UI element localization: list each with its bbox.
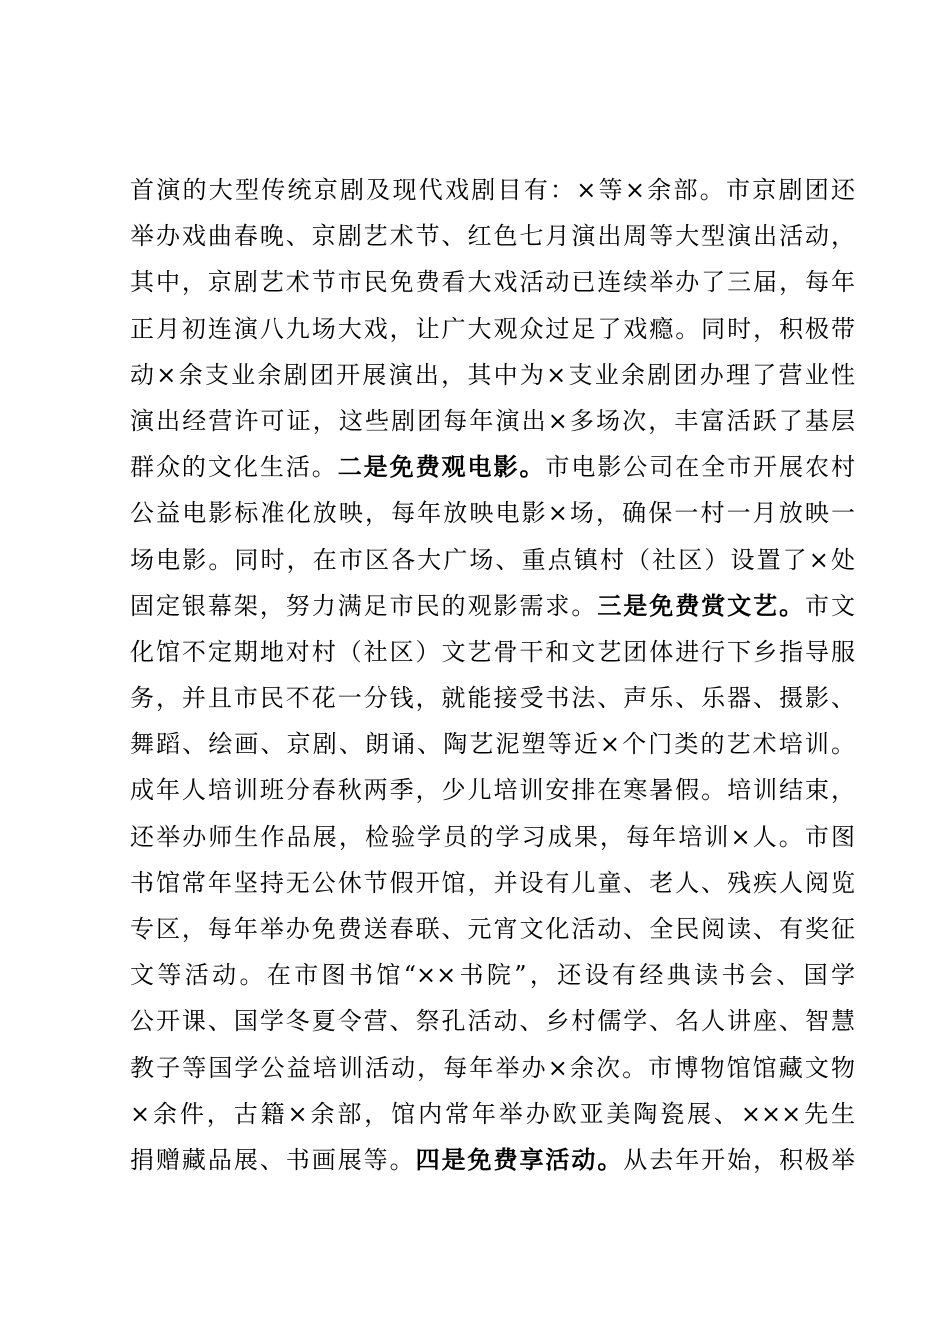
body-text: 成年人培训班分春秋两季，少儿培训安排在寒暑假。培训结束， [130,776,855,805]
body-text: ×余件，古籍×余部，馆内常年举办欧亚美陶瓷展、×××先生 [130,1099,855,1128]
body-text: 捐赠藏品展、书画展等。 [130,1145,416,1174]
body-text: 正月初连演八九场大戏，让广大观众过足了戏瘾。同时，积极带 [130,314,855,343]
text-line [130,266,855,312]
text-line [130,774,855,820]
body-text: 群众的文化生活。 [130,453,338,482]
text-line [130,1052,855,1098]
body-text: 舞蹈、绘画、京剧、朗诵、陶艺泥塑等近×个门类的艺术培训。 [130,730,855,759]
text-line [130,405,855,451]
text-line [130,959,855,1005]
text-line [130,544,855,590]
text-line [130,867,855,913]
body-text: 市电影公司在全市开展农村 [545,453,855,482]
text-line [130,1144,855,1190]
text-line [130,1098,855,1144]
text-line [130,359,855,405]
text-line [130,636,855,682]
body-text: 动×余支业余剧团开展演出，其中为×支业余剧团办理了营业性 [130,360,855,389]
body-text: 务，并且市民不花一分钱，就能接受书法、声乐、乐器、摄影、 [130,684,855,713]
body-text: 举办戏曲春晚、京剧艺术节、红色七月演出周等大型演出活动， [130,222,855,251]
body-text: 化馆不定期地对村（社区）文艺骨干和文艺团体进行下乡指导服 [130,637,855,666]
bold-heading-text: 四是免费享活动。 [415,1144,624,1174]
body-text: 公益电影标准化放映，每年放映电影×场，确保一村一月放映一 [130,499,855,528]
body-text: 其中，京剧艺术节市民免费看大戏活动已连续举办了三届，每年 [130,268,855,297]
text-line [130,313,855,359]
body-text: 场电影。同时，在市区各大广场、重点镇村（社区）设置了×处 [130,545,855,574]
body-text: 演出经营许可证，这些剧团每年演出×多场次，丰富活跃了基层 [130,406,855,435]
text-line [130,728,855,774]
body-text: 固定银幕架，努力满足市民的观影需求。 [130,591,598,620]
text-line [130,1005,855,1051]
document-body [130,174,855,1190]
text-line [130,913,855,959]
body-text: 市文 [805,591,856,620]
body-text: 首演的大型传统京剧及现代戏剧目有：×等×余部。市京剧团还 [130,176,855,204]
text-line [130,174,855,220]
body-text: 书馆常年坚持无公休节假开馆，并设有儿童、老人、残疾人阅览 [130,868,855,897]
body-text: 公开课、国学冬夏令营、祭孔活动、乡村儒学、名人讲座、智慧 [130,1007,855,1036]
body-text: 专区，每年举办免费送春联、元宵文化活动、全民阅读、有奖征 [130,915,855,943]
bold-heading-text: 三是免费赏文艺。 [597,590,806,620]
text-line [130,682,855,728]
body-text: 教子等国学公益培训活动，每年举办×余次。市博物馆馆藏文物 [130,1053,855,1082]
bold-heading-text: 二是免费观电影。 [337,452,546,482]
text-line [130,497,855,543]
body-text: 从去年开始，积极举 [623,1145,856,1174]
text-line [130,821,855,867]
text-line [130,590,855,636]
body-text: 文等活动。在市图书馆“××书院”，还设有经典读书会、国学 [130,961,855,990]
body-text: 还举办师生作品展，检验学员的学习成果，每年培训×人。市图 [130,822,855,851]
text-line [130,220,855,266]
text-line [130,451,855,497]
